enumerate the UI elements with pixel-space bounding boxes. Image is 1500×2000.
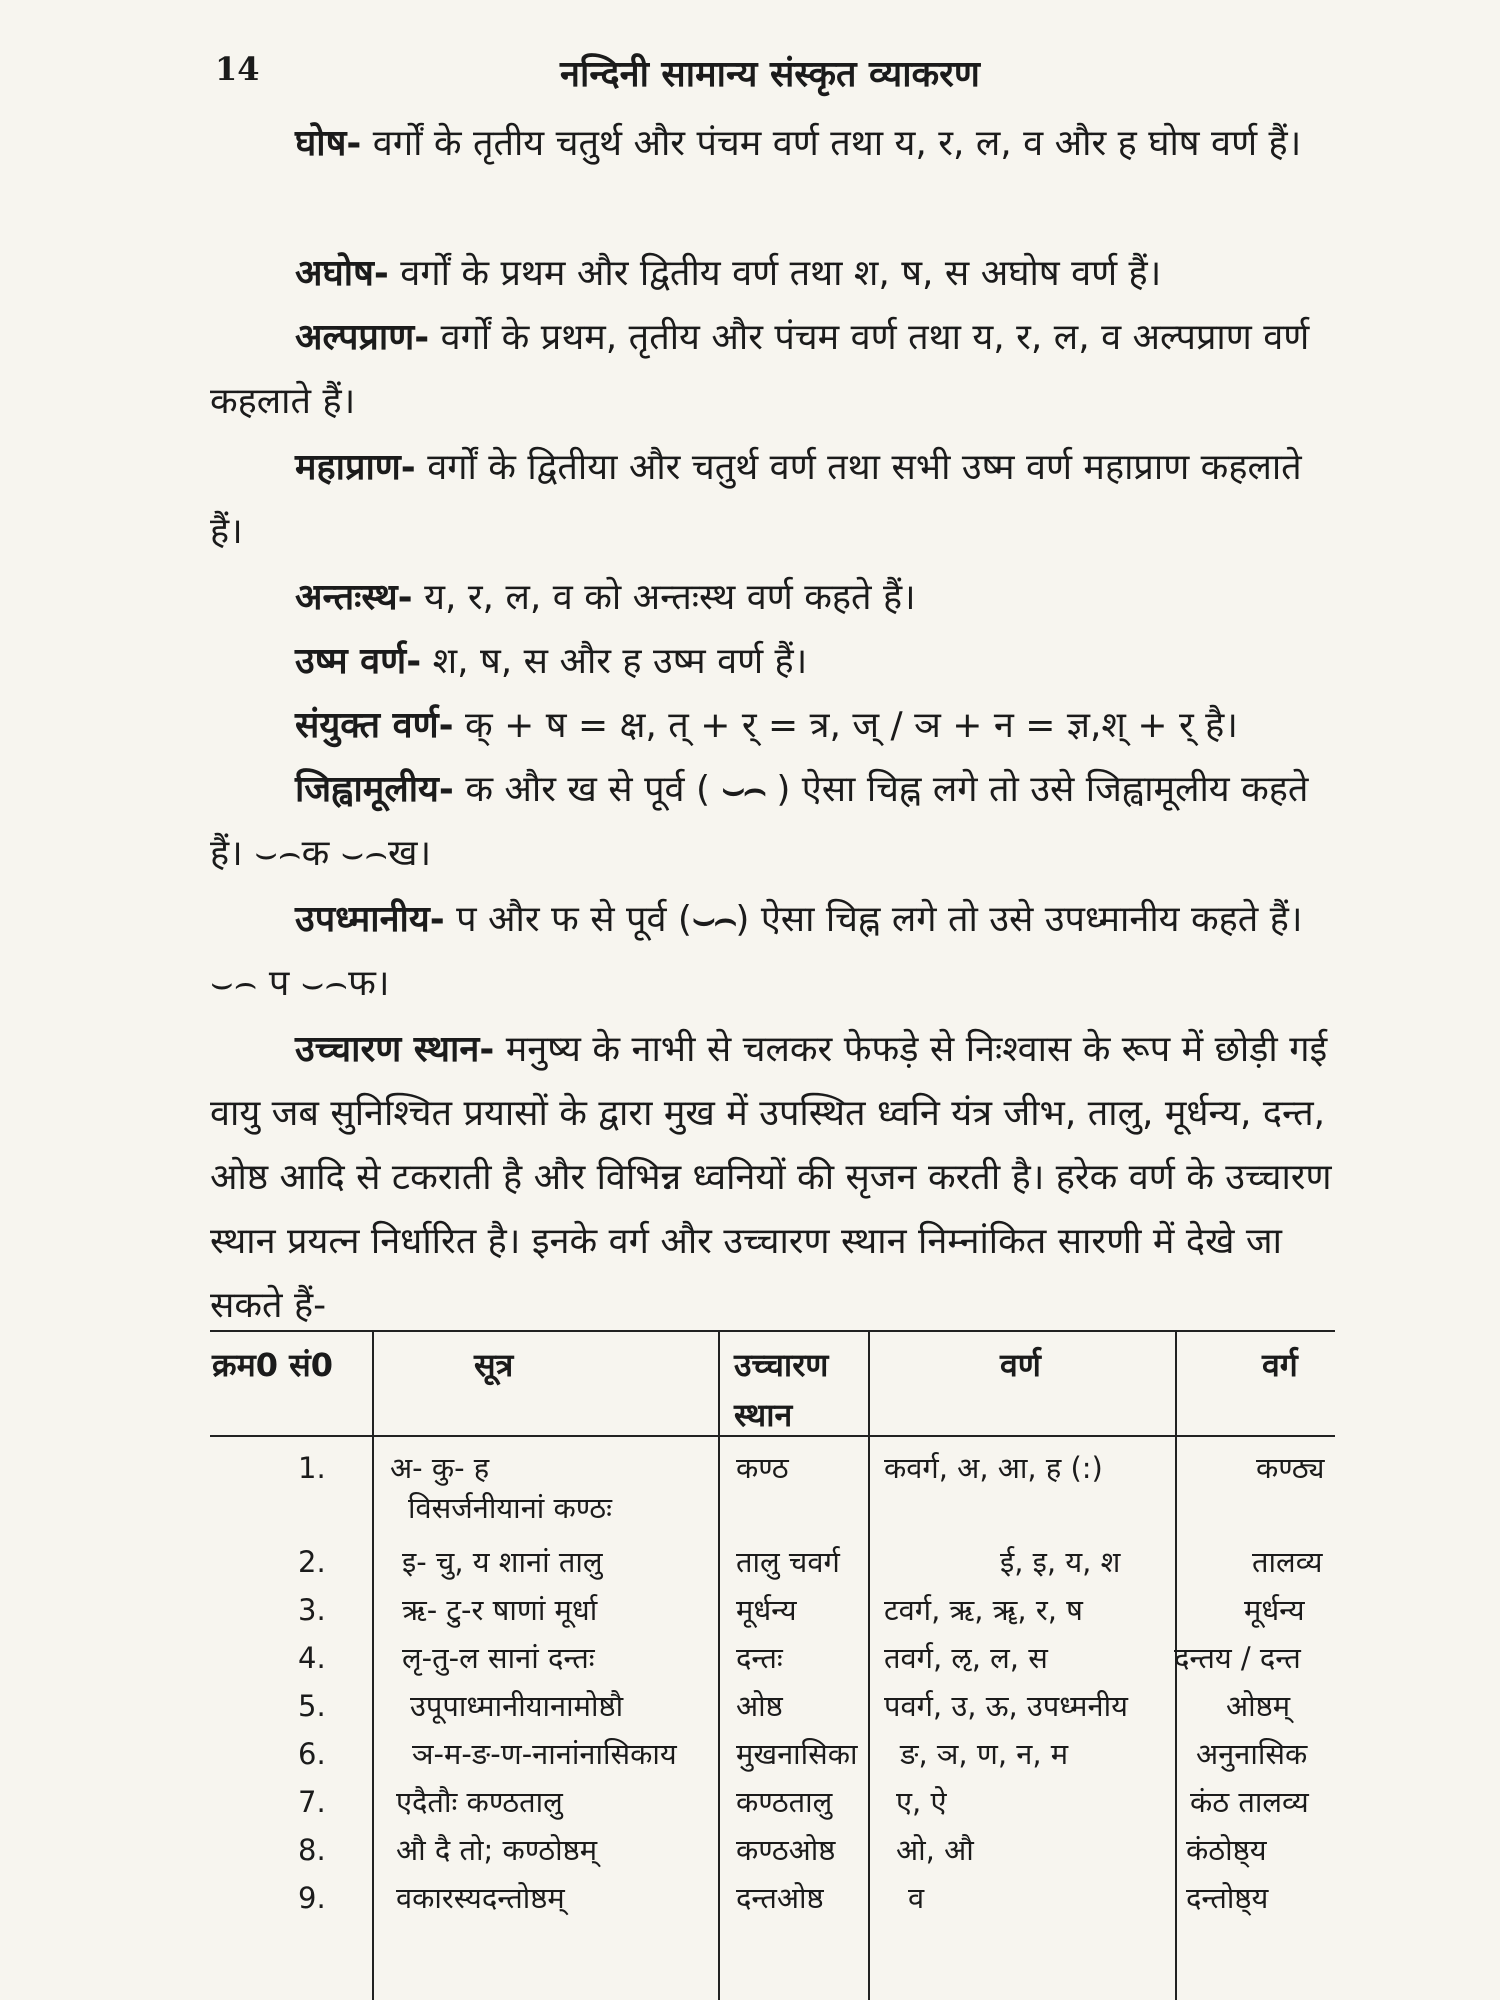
row-varga: कंठ तालव्य <box>1190 1785 1309 1819</box>
paragraph-antahstha <box>210 566 1340 630</box>
paragraph-ushma <box>210 630 1340 694</box>
row-serial: 4. <box>298 1641 326 1675</box>
row-varna: ई, इ, य, श <box>1000 1545 1121 1579</box>
term-label: जिह्वामूलीय- <box>295 769 454 810</box>
row-varga: अनुनासिक <box>1196 1737 1308 1771</box>
row-varga: ओष्ठम् <box>1226 1689 1291 1723</box>
paragraph-aghosh <box>210 242 1340 306</box>
row-sutra: इ- चु, य शानां तालु <box>402 1545 603 1579</box>
row-place: दन्तओष्ठ <box>736 1881 824 1915</box>
row-sutra: औ दै तो; कण्ठोष्ठम् <box>396 1833 598 1867</box>
row-sutra: एदैतौः कण्ठतालु <box>396 1785 563 1819</box>
row-varna: ङ, ञ, ण, न, म <box>900 1737 1069 1771</box>
row-varna: पवर्ग, उ, ऊ, उपध्मनीय <box>884 1689 1128 1723</box>
row-place: दन्तः <box>736 1641 783 1675</box>
paragraph-text: ) ऐसा चिह्न लगे तो उसे जिह्वामूलीय कहते हैं। ⌣⌢क ⌣⌢ख। <box>210 769 1309 874</box>
row-varna: ओ, औ <box>896 1833 974 1867</box>
paragraph-upadhmaniya <box>210 888 1340 1016</box>
term-label: उपध्मानीय- <box>295 899 445 940</box>
row-sutra: अ- कु- ह <box>390 1451 490 1485</box>
row-varna: तवर्ग, ऌ, ल, स <box>884 1641 1048 1675</box>
paragraph-mahaprana <box>210 436 1340 564</box>
term-label: अघोष- <box>295 253 389 294</box>
header-varna: वर्ण <box>1000 1346 1041 1384</box>
paragraph-text: ) ऐसा चिह्न लगे तो उसे उपध्मानीय कहते हैं। ⌣⌢ प ⌣⌢फ। <box>210 899 1303 1004</box>
column-divider <box>718 1330 720 2000</box>
term-label: घोष- <box>295 123 362 164</box>
row-serial: 2. <box>298 1545 326 1579</box>
paragraph-text: मनुष्य के नाभी से चलकर फेफड़े से निःश्वास के रूप में छोड़ी गई वायु जब सुनिश्चित प्रयासों के द्वारा मुख में उपस्थित ध्वनि यंत्र जीभ, तालु, मूर्धन्य, दन्त, ओष्ठ आदि से टकराती है और विभिन्न ध्वनियों की सृजन करती है। हरेक वर्ण के उच्चारण स्थान प्रयत्न निर्धारित है। इनके वर्ग और उच्चारण स्थान निम्नांकित सारणी में देखे जा सकते हैं- <box>210 1029 1332 1326</box>
paragraph-jihvamuliya <box>210 758 1340 886</box>
paragraph-text: क और ख से पूर्व ( <box>453 769 722 810</box>
term-label: उष्म वर्ण- <box>295 641 422 682</box>
row-varna: टवर्ग, ऋ, ॠ, र, ष <box>884 1593 1083 1627</box>
page-title: नन्दिनी सामान्य संस्कृत व्याकरण <box>560 54 980 95</box>
header-varga: वर्ग <box>1262 1346 1298 1384</box>
term-label: महाप्राण- <box>295 447 416 488</box>
row-varga: मूर्धन्य <box>1244 1593 1305 1627</box>
row-place: तालु चवर्ग <box>736 1545 840 1579</box>
row-sutra: लृ-तु-ल सानां दन्तः <box>402 1641 595 1675</box>
row-place: कण्ठओष्ठ <box>736 1833 836 1867</box>
column-divider <box>868 1330 870 2000</box>
paragraph-text: प और फ से पूर्व ( <box>444 899 692 940</box>
row-serial: 8. <box>298 1833 326 1867</box>
row-sutra: वकारस्यदन्तोष्ठम् <box>396 1881 565 1915</box>
paragraph-samyukta <box>210 694 1340 758</box>
paragraph-text: य, र, ल, व को अन्तःस्थ वर्ण कहते हैं। <box>412 577 916 618</box>
row-sutra: उपूपाध्मानीयानामोष्ठौ <box>410 1689 624 1723</box>
row-varga: दन्तय / दन्त <box>1174 1641 1301 1675</box>
paragraph-text: वर्गों के प्रथम, तृतीय और पंचम वर्ण तथा य, र, ल, व अल्पप्राण वर्ण कहलाते हैं। <box>210 317 1310 422</box>
paragraph-uccharana-sthana <box>210 1018 1340 1338</box>
jihvamuliya-mark-icon: ⌣⌢ <box>721 769 765 810</box>
row-varga: दन्तोष्ठ्य <box>1186 1881 1269 1915</box>
header-place-line1: उच्चारण <box>734 1346 829 1384</box>
row-varga: कण्ठ्य <box>1256 1451 1325 1485</box>
row-serial: 5. <box>298 1689 326 1723</box>
paragraph-text: वर्गों के तृतीय चतुर्थ और पंचम वर्ण तथा य, र, ल, व और ह घोष वर्ण हैं। <box>361 123 1302 164</box>
row-varna: व <box>908 1881 925 1915</box>
term-label: अन्तःस्थ- <box>295 577 413 618</box>
paragraph-text: श, ष, स और ह उष्म वर्ण हैं। <box>421 641 808 682</box>
row-serial: 3. <box>298 1593 326 1627</box>
row-serial: 6. <box>298 1737 326 1771</box>
term-label: संयुक्त वर्ण- <box>295 705 454 746</box>
row-varna: कवर्ग, अ, आ, ह (:) <box>884 1451 1103 1485</box>
row-place: मुखनासिका <box>736 1737 858 1771</box>
row-serial: 1. <box>298 1451 326 1485</box>
header-place-line2: स्थान <box>734 1396 793 1434</box>
row-place: कण्ठ <box>736 1451 789 1485</box>
header-sutra: सूत्र <box>474 1346 514 1384</box>
paragraph-ghosh <box>210 112 1340 176</box>
column-divider <box>372 1330 374 2000</box>
paragraph-text: वर्गों के प्रथम और द्वितीय वर्ण तथा श, ष, स अघोष वर्ण हैं। <box>388 253 1162 294</box>
header-serial: क्रम0 सं0 <box>212 1346 334 1384</box>
row-varga: तालव्य <box>1252 1545 1323 1579</box>
row-serial: 7. <box>298 1785 326 1819</box>
table-top-rule <box>210 1330 1335 1332</box>
paragraph-alpaprana <box>210 306 1340 434</box>
row-place: कण्ठतालु <box>736 1785 833 1819</box>
header-place <box>734 1340 828 1440</box>
term-label: अल्पप्राण- <box>295 317 430 358</box>
paragraph-text: वर्गों के द्वितीया और चतुर्थ वर्ण तथा सभी उष्म वर्ण महाप्राण कहलाते हैं। <box>210 447 1302 552</box>
row-place: मूर्धन्य <box>736 1593 797 1627</box>
row-sutra: ञ-म-ङ-ण-नानांनासिकाय <box>412 1737 677 1771</box>
row-serial: 9. <box>298 1881 326 1915</box>
page-number: 14 <box>215 50 260 88</box>
term-label: उच्चारण स्थान- <box>295 1029 495 1070</box>
row-varga: कंठोष्ठ्य <box>1186 1833 1267 1867</box>
row-sutra-continued: विसर्जनीयानां कण्ठः <box>408 1491 612 1525</box>
upadhmaniya-mark-icon: ⌣⌢ <box>691 899 736 940</box>
row-place: ओष्ठ <box>736 1689 783 1723</box>
paragraph-text: क् + ष = क्ष, त् + र् = त्र, ज् / ञ + न = ज्ञ,श् + र् है। <box>453 705 1238 746</box>
row-varna: ए, ऐ <box>896 1785 947 1819</box>
row-sutra: ऋ- टु-र षाणां मूर्धा <box>402 1593 598 1627</box>
